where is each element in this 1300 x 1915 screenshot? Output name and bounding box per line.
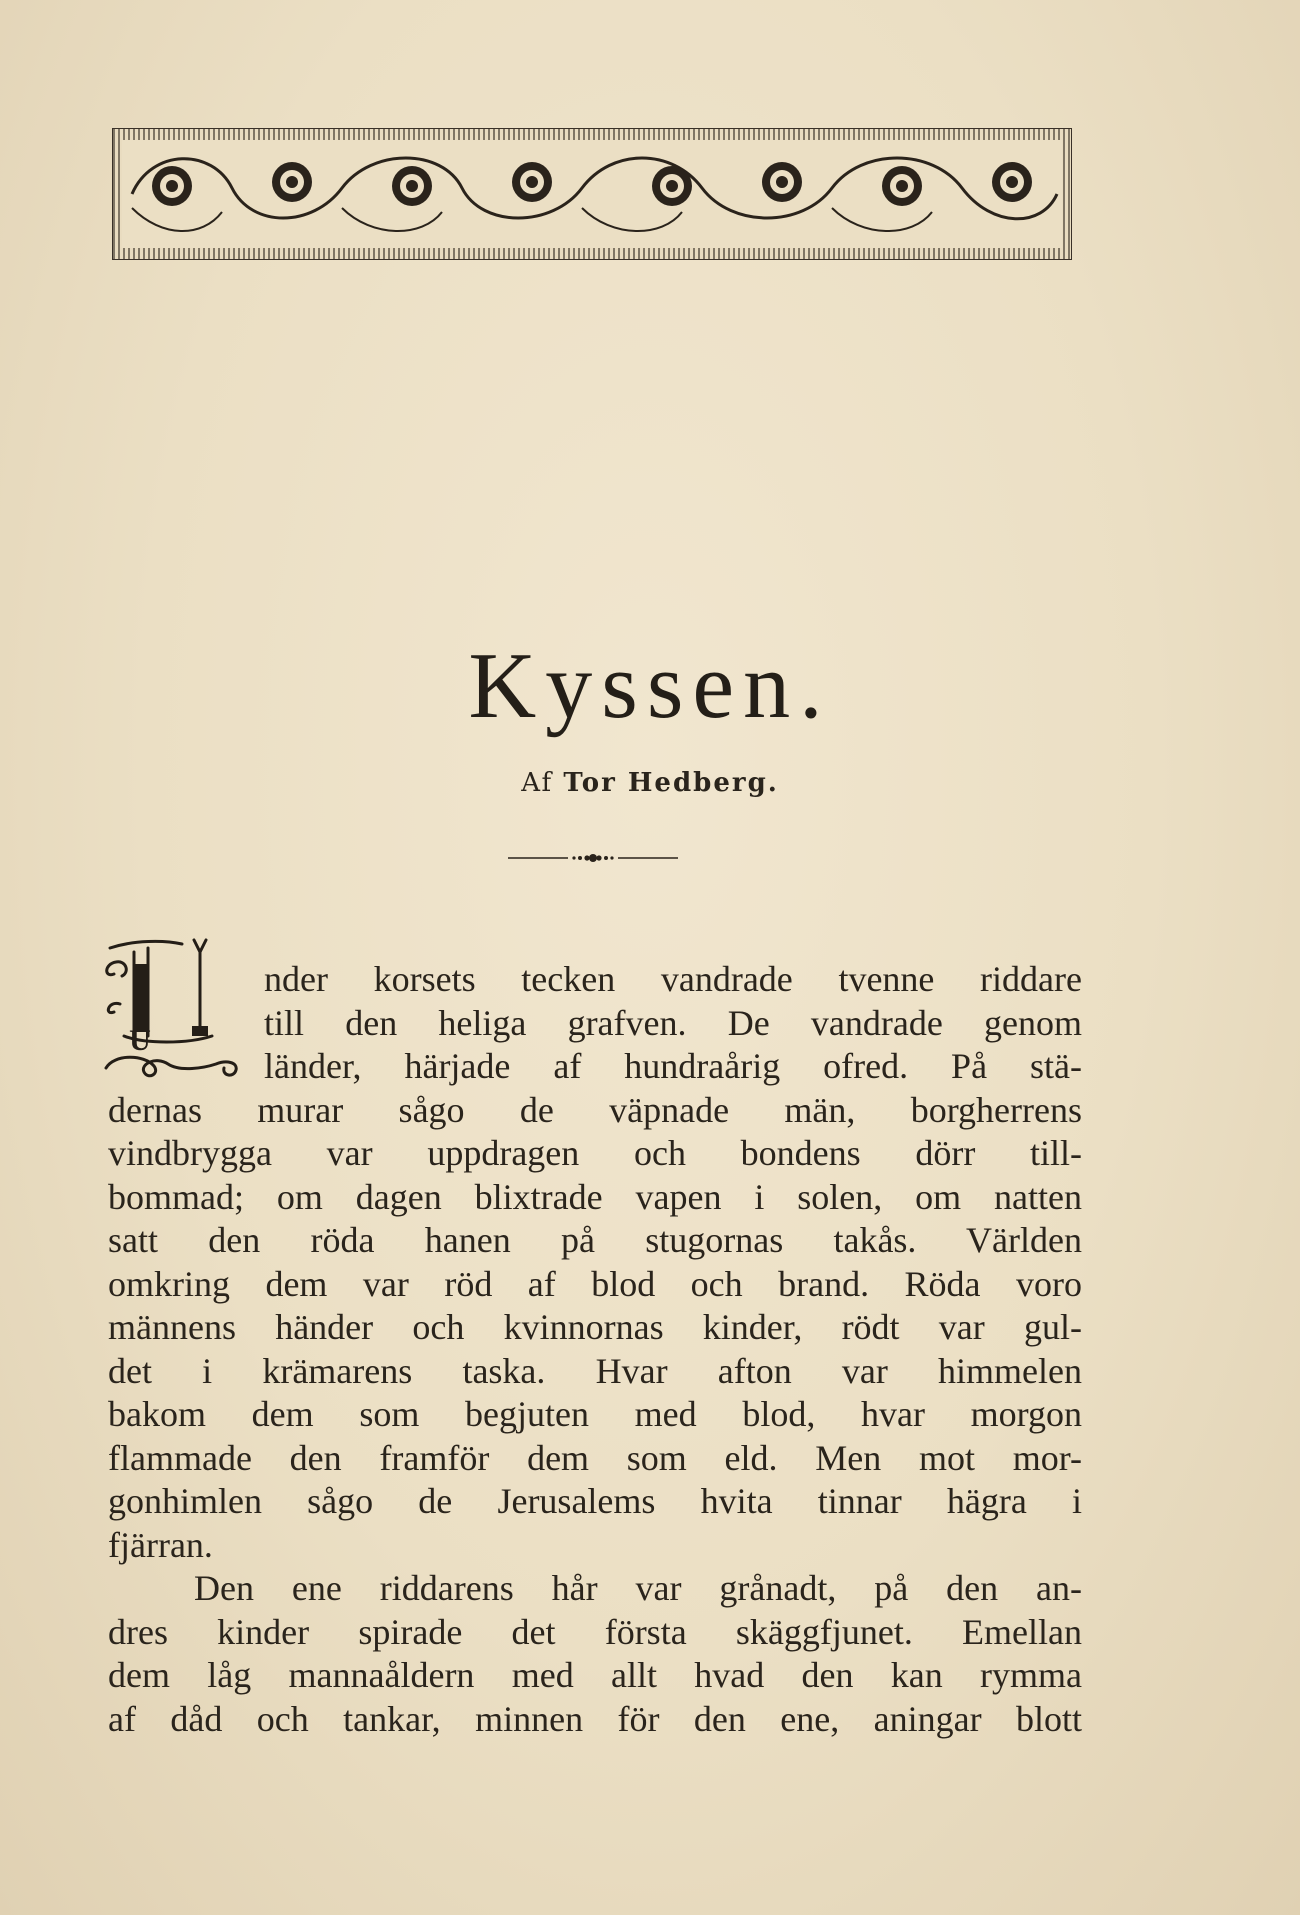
text-line: omkring dem var röd af blod och brand. Röda voro: [108, 1263, 1082, 1304]
text-line: Den ene riddarens hår var grånadt, på den an-: [194, 1568, 1082, 1608]
text-line: männens händer och kvinnornas kinder, rödt var gul-: [108, 1307, 1082, 1347]
text-line: vindbrygga var uppdragen och bondens dörr till-: [108, 1133, 1082, 1173]
author-name: Tor Hedberg.: [563, 768, 779, 798]
byline: [0, 768, 1300, 798]
text-line: dem låg mannaåldern med allt hvad den kan rymma: [108, 1655, 1082, 1695]
text-line: flammade den framför dem som eld. Men mot mor-: [108, 1437, 1082, 1478]
text-line: gonhimlen sågo de Jerusalems hvita tinnar hägra i: [108, 1481, 1082, 1521]
text-line: nder korsets tecken vandrade tvenne riddare: [264, 959, 1082, 999]
text-line: satt den röda hanen på stugornas takås. Världen: [108, 1220, 1082, 1260]
page-title: Kyssen.: [468, 634, 832, 738]
text-line: bommad; om dagen blixtrade vapen i solen, om natten: [108, 1176, 1082, 1217]
text-line: af dåd och tankar, minnen för den ene, aningar blott: [108, 1698, 1082, 1739]
text-line: till den heliga grafven. De vandrade genom: [264, 1002, 1082, 1043]
paragraph-1: [108, 958, 1082, 1567]
text-line: fjärran.: [108, 1524, 213, 1565]
text-line: det i krämarens taska. Hvar afton var himmelen: [108, 1350, 1082, 1391]
text-line: länder, härjade af hundraårig ofred. På stä-: [264, 1046, 1082, 1086]
text-line: dres kinder spirade det första skäggfjunet. Emellan: [108, 1611, 1082, 1652]
text-line: dernas murar sågo de väpnade män, borgherrens: [108, 1089, 1082, 1130]
paragraph-2: [108, 1567, 1082, 1741]
drop-cap-letter: U: [129, 1024, 151, 1057]
ornamental-header-band: [112, 128, 1072, 260]
text-line: bakom dem som begjuten med blod, hvar morgon: [108, 1394, 1082, 1434]
body-text: [108, 958, 1082, 1741]
byline-prefix: Af: [521, 768, 554, 798]
section-divider: [508, 846, 678, 870]
